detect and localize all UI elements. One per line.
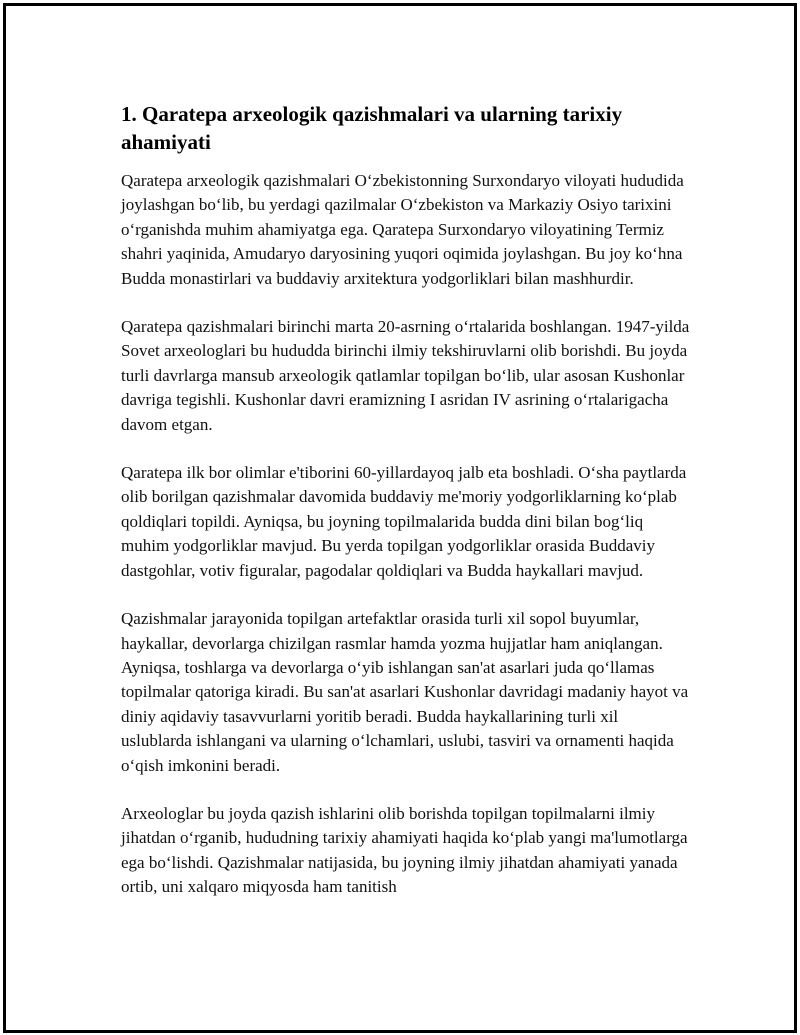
- section-heading: 1. Qaratepa arxeologik qazishmalari va ularning tarixiy ahamiyati: [121, 102, 623, 154]
- paragraph: Qaratepa qazishmalari birinchi marta 20-asrning o‘rtalarida boshlangan. 1947-yilda Sovet arxeologlari bu hududda birinchi ilmiy tekshiruvlarni olib borishdi. Bu joyda turli davrlarga mansub arxeologik qatlamlar topilgan bo‘lib, ular asosan Kushonlar davriga tegishli. Kushonlar davri eramizning I asridan IV asrining o‘rtalarigacha davom etgan.: [121, 317, 690, 434]
- paragraph: Qazishmalar jarayonida topilgan artefaktlar orasida turli xil sopol buyumlar, haykallar, devorlarga chizilgan rasmlar hamda yozma hujjatlar ham aniqlangan. Ayniqsa, toshlarga va devorlarga o‘yib ishlangan san'at asarlari juda qo‘llamas topilmalar qatoriga kiradi. Bu san'at asarlari Kushonlar davridagi madaniy hayot va diniy aqidaviy tasavvurlarni yoritib beradi. Budda haykallarining turli xil uslublarda ishlangani va ularning o‘lchamlari, uslubi, tasviri va ornamenti haqida o‘qish imkonini beradi.: [121, 609, 689, 775]
- paragraph: Qaratepa ilk bor olimlar e'tiborini 60-yillardayoq jalb eta boshladi. O‘sha paytlarda olib borilgan qazishmalar davomida buddaviy me'moriy yodgorliklarning ko‘plab qoldiqlari topildi. Ayniqsa, bu joyning topilmalarida budda dini bilan bog‘liq muhim yodgorliklar mavjud. Bu yerda topilgan yodgorliklar orasida Buddaviy dastgohlar, votiv figuralar, pagodalar qoldiqlari va Budda haykallari mavjud.: [121, 463, 687, 580]
- document-body: [121, 100, 691, 924]
- page-frame: [3, 3, 797, 1033]
- paragraph: Arxeologlar bu joyda qazish ishlarini olib borishda topilgan topilmalarni ilmiy jihatdan o‘rganib, hududning tarixiy ahamiyati haqida ko‘plab yangi ma'lumotlarga ega bo‘lishdi. Qazishmalar natijasida, bu joyning ilmiy jihatdan ahamiyati yanada ortib, uni xalqaro miqyosda ham tanitish: [121, 803, 688, 897]
- paragraph: Qaratepa arxeologik qazishmalari O‘zbekistonning Surxondaryo viloyati hududida joylashgan bo‘lib, bu yerdagi qazilmalar O‘zbekiston va Markaziy Osiyo tarixini o‘rganishda muhim ahamiyatga ega. Qaratepa Surxondaryo viloyatining Termiz shahri yaqinida, Amudaryo daryosining yuqori oqimida joylashgan. Bu joy ko‘hna Budda monastirlari va buddaviy arxitektura yodgorliklari bilan mashhurdir.: [121, 171, 684, 288]
